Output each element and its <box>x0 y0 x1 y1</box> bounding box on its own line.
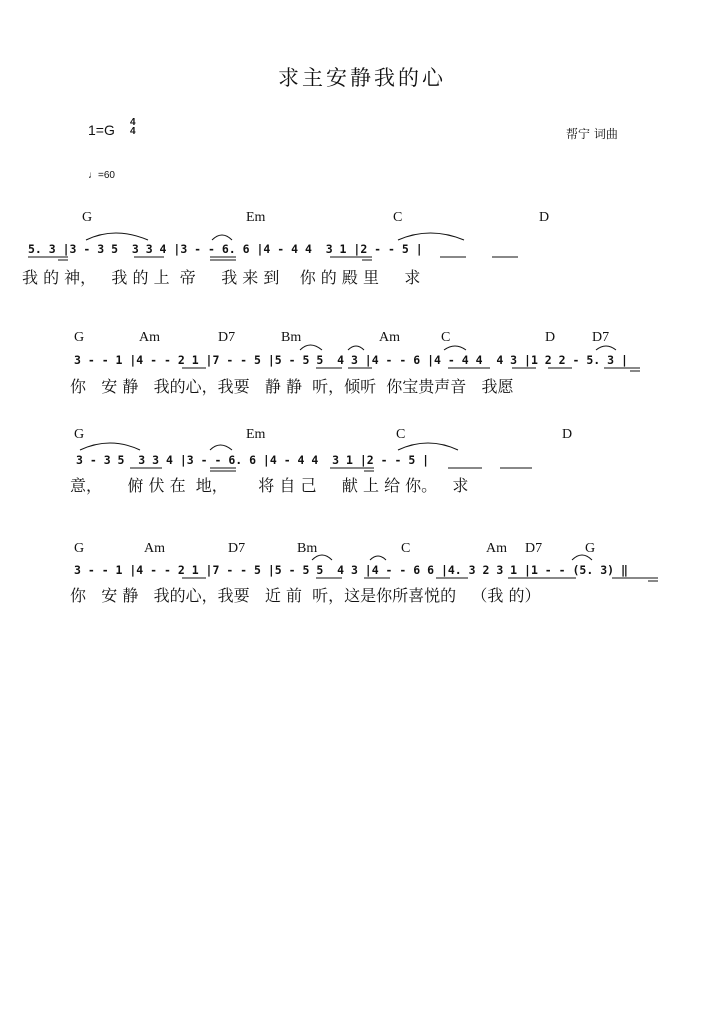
notation-line: 3 - 3 5 3 3 4 |3 - - 6. 6 |4 - 4 4 3 1 |2 - - 5 | <box>76 453 430 467</box>
notation-line: 5. 3 |3 - 3 5 3 3 4 |3 - - 6. 6 |4 - 4 4 3 1 |2 - - 5 | <box>28 242 423 256</box>
lyrics-line: 你 安 静 我的心，我要 静 静 听，倾听 你宝贵声音 我愿 <box>70 377 514 396</box>
chord: C <box>441 330 451 345</box>
slur-mark <box>80 443 140 450</box>
chord: G <box>585 541 596 556</box>
slur-mark <box>86 233 148 240</box>
chord: Am <box>144 541 165 556</box>
slur-mark <box>300 345 322 350</box>
key-signature: 1=G <box>88 122 115 138</box>
chord: D7 <box>218 330 236 345</box>
chord: C <box>396 427 406 442</box>
chord: D <box>545 330 556 345</box>
slur-mark <box>398 443 458 450</box>
chord: Bm <box>297 541 318 556</box>
chord: Am <box>379 330 400 345</box>
tempo-marking: ♩=60 <box>88 170 115 181</box>
chord: D7 <box>228 541 246 556</box>
credit: 帮宁 词曲 <box>566 127 618 141</box>
chord: C <box>401 541 411 556</box>
chord: Em <box>246 427 266 442</box>
slur-mark <box>444 346 466 350</box>
slur-mark <box>370 556 386 560</box>
slur-mark <box>398 233 464 240</box>
chord: Bm <box>281 330 302 345</box>
page-title: 求主安静我的心 <box>278 66 446 90</box>
slur-mark <box>210 445 232 450</box>
time-signature-bottom: 4 <box>130 126 136 137</box>
chord: G <box>74 427 85 442</box>
chord: G <box>82 210 93 225</box>
lyrics-line: 你 安 静 我的心，我要 近 前 听，这是你所喜悦的 （我 的） <box>70 586 541 605</box>
slur-mark <box>596 346 616 350</box>
lyrics-line: 我 的 神， 我 的 上 帝 我 来 到 你 的 殿 里 求 <box>22 268 421 287</box>
notation-line: 3 - - 1 |4 - - 2 1 |7 - - 5 |5 - 5 5 4 3 |4 - - 6 |4 - 4 4 4 3 |1 2 2 - 5. 3 | <box>74 353 628 367</box>
chord: G <box>74 330 85 345</box>
chord: D <box>562 427 573 442</box>
time-signature <box>130 118 136 136</box>
chord: D7 <box>592 330 610 345</box>
chord: Am <box>486 541 507 556</box>
time-signature-top: 4 <box>130 117 136 128</box>
chord: Em <box>246 210 266 225</box>
slur-mark <box>212 235 232 240</box>
chord: G <box>74 541 85 556</box>
lyrics-line: 意， 俯 伏 在 地， 将 自 己 献 上 给 你。 求 <box>70 476 469 495</box>
chord: D <box>539 210 550 225</box>
notation-line: 3 - - 1 |4 - - 2 1 |7 - - 5 |5 - 5 5 4 3 |4 - - 6 6 |4. 3 2 3 1 |1 - - (5. 3) ‖ <box>74 563 628 577</box>
chord: Am <box>139 330 160 345</box>
chord: D7 <box>525 541 543 556</box>
slur-mark <box>348 346 364 350</box>
chord: C <box>393 210 403 225</box>
